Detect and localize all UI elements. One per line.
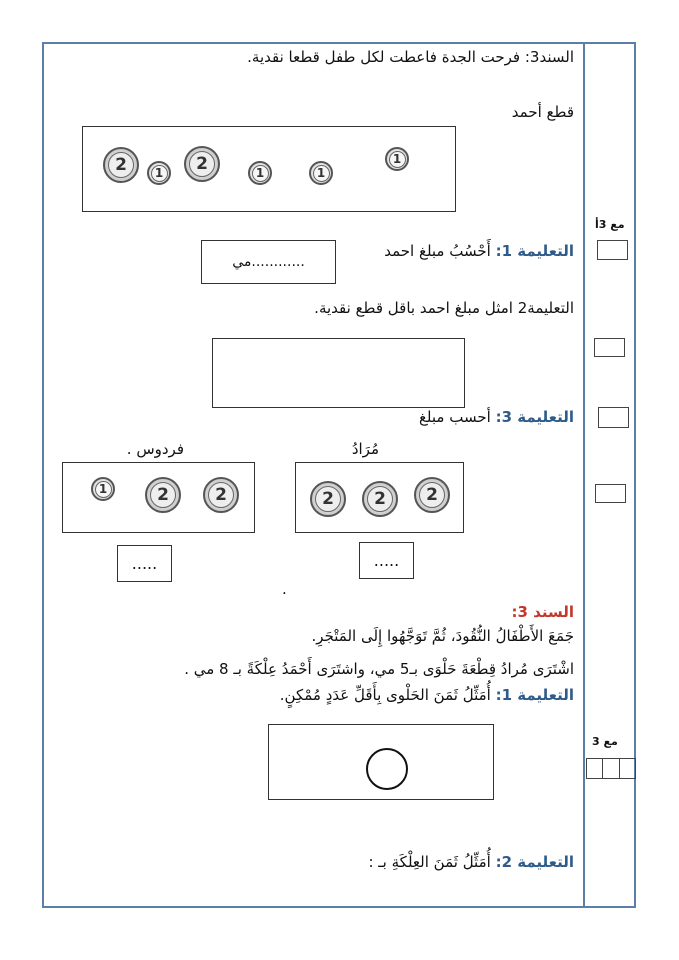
ahmed-coins-box — [82, 126, 456, 212]
score-box-2[interactable] — [594, 338, 625, 357]
stray-dot: . — [282, 580, 287, 598]
task2b: التعليمة 2: أُمَثِّلُ ثَمَنَ العِلْكَةِ بـ : — [368, 853, 574, 871]
sanad3b-line2: اشْتَرَى مُرادُ قِطْعَةَ حَلْوَى بـ5 مي، واشتَرَى أَحْمَدُ عِلْكَةً بـ 8 مي . — [184, 660, 574, 678]
task2-answer-box[interactable] — [212, 338, 465, 408]
task1-answer-box[interactable]: ............مي — [201, 240, 336, 284]
coin-1: 1 — [309, 161, 333, 185]
score-box-1[interactable] — [597, 240, 628, 260]
score-box-4[interactable] — [595, 484, 626, 503]
task1b-answer-box[interactable] — [268, 724, 494, 800]
coin-2: 2 — [184, 146, 220, 182]
firdaws-coins-box — [62, 462, 255, 533]
coin-1: 1 — [91, 477, 115, 501]
firdaws-answer-box[interactable]: ..... — [117, 545, 172, 582]
coin-2: 2 — [145, 477, 181, 513]
sanad3b-title: السند 3: — [511, 603, 574, 621]
coin-1: 1 — [248, 161, 272, 185]
task1: التعليمة 1: أَحْسُبُ مبلغ احمد — [384, 242, 574, 260]
score-grid[interactable] — [586, 758, 636, 779]
coin-2: 2 — [203, 477, 239, 513]
coin-2: 2 — [414, 477, 450, 513]
drawn-circle — [366, 748, 408, 790]
murad-answer-box[interactable]: ..... — [359, 542, 414, 579]
margin-divider — [583, 42, 585, 908]
coin-2: 2 — [103, 147, 139, 183]
score-cell[interactable] — [620, 759, 635, 778]
sanad3-title: السند3: فرحت الجدة فاعطت لكل طفل قطعا نقدية. — [247, 48, 574, 66]
coin-2: 2 — [362, 481, 398, 517]
ahmed-label: قطع أحمد — [511, 103, 574, 121]
murad-label: مُرَادُ — [351, 440, 379, 458]
score-box-3[interactable] — [598, 407, 629, 428]
task2: التعليمة2 امثل مبلغ احمد باقل قطع نقدية. — [314, 299, 574, 317]
coin-1: 1 — [147, 161, 171, 185]
firdaws-label: فردوس . — [126, 440, 184, 458]
side-label-1: مع 3أ — [595, 218, 625, 231]
coin-2: 2 — [310, 481, 346, 517]
sanad3b-line1: جَمَعَ الأَطْفَالُ النُّقُودَ، ثُمَّ تَوَجَّهُوا إِلَى المَتْجَرِ. — [311, 627, 574, 645]
coin-1: 1 — [385, 147, 409, 171]
murad-coins-box — [295, 462, 464, 533]
side-label-2: مع 3 — [592, 735, 618, 748]
score-cell[interactable] — [587, 759, 603, 778]
task1b: التعليمة 1: أُمَثِّلُ ثَمَنَ الحَلْوى بِأَقَلِّ عَدَدٍ مُمْكِنٍ. — [279, 686, 574, 704]
task3: التعليمة 3: أحسب مبلغ — [418, 408, 574, 426]
score-cell[interactable] — [603, 759, 619, 778]
